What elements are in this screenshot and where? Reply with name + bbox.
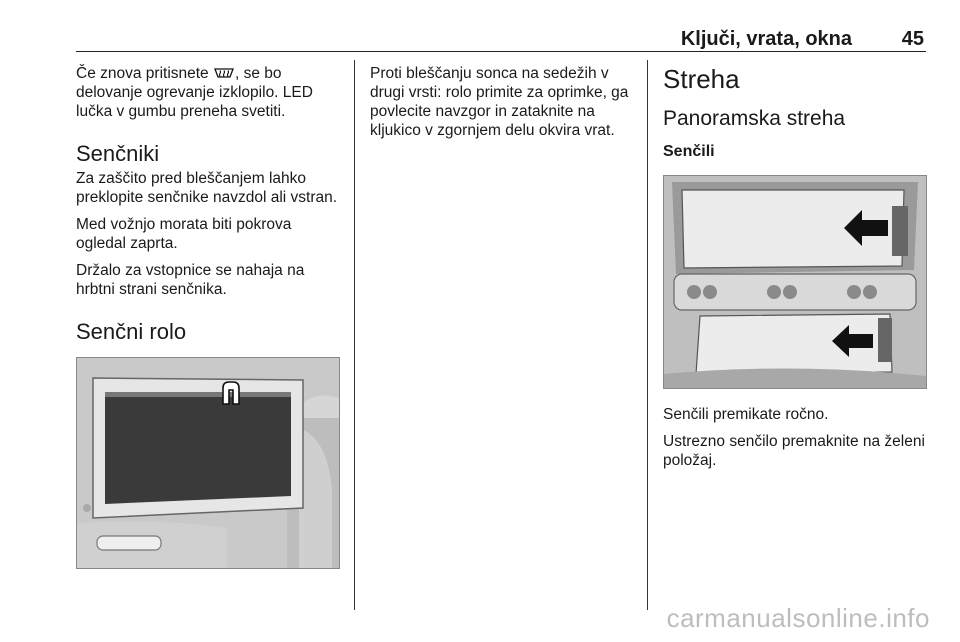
sunvisors-paragraph-3: Držalo za vstopnice se nahaja na hrbtni strani senčnika.	[76, 262, 305, 298]
column-left	[76, 64, 340, 569]
sunvisors-paragraph-1: Za zaščito pred bleščanjem lahko preklopite senčnike navzdol ali vstran.	[76, 170, 338, 206]
roller-blind-illustration	[76, 357, 340, 569]
blinds-paragraph-2: Ustrezno senčilo premaknite na želeni položaj.	[663, 433, 925, 469]
blinds-heading: Senčili	[663, 143, 715, 160]
roller-blind-heading: Senčni rolo	[76, 319, 187, 344]
roof-heading: Streha	[663, 64, 740, 94]
column-right	[663, 64, 928, 478]
rear-window-defrost-icon	[213, 66, 235, 80]
roller-blind-paragraph: Proti bleščanju sonca na sedežih v drugi vrsti: rolo primite za oprimke, ga povlecite navzgor in zataknite na kljukico v zgornjem delu okvira vrat.	[370, 65, 629, 139]
page-number: 45	[901, 28, 924, 50]
watermark: carmanualsonline.info	[666, 603, 930, 633]
sunvisors-paragraph-2: Med vožnjo morata biti pokrova ogledal zaprta.	[76, 216, 292, 252]
column-divider	[647, 60, 648, 610]
defrost-paragraph: Če znova pritisnete , se bo delovanje ogrevanje izklopilo. LED lučka v gumbu preneha svetiti.	[76, 65, 313, 120]
header-rule	[76, 51, 926, 52]
column-divider	[354, 60, 355, 610]
column-middle	[370, 64, 640, 148]
panoramic-roof-heading: Panoramska streha	[663, 107, 846, 130]
sunvisors-heading: Senčniki	[76, 141, 160, 166]
blinds-paragraph-1: Senčili premikate ročno.	[663, 406, 829, 423]
header-title: Ključi, vrata, okna	[680, 28, 852, 50]
panoramic-roof-blinds-illustration	[663, 175, 927, 389]
